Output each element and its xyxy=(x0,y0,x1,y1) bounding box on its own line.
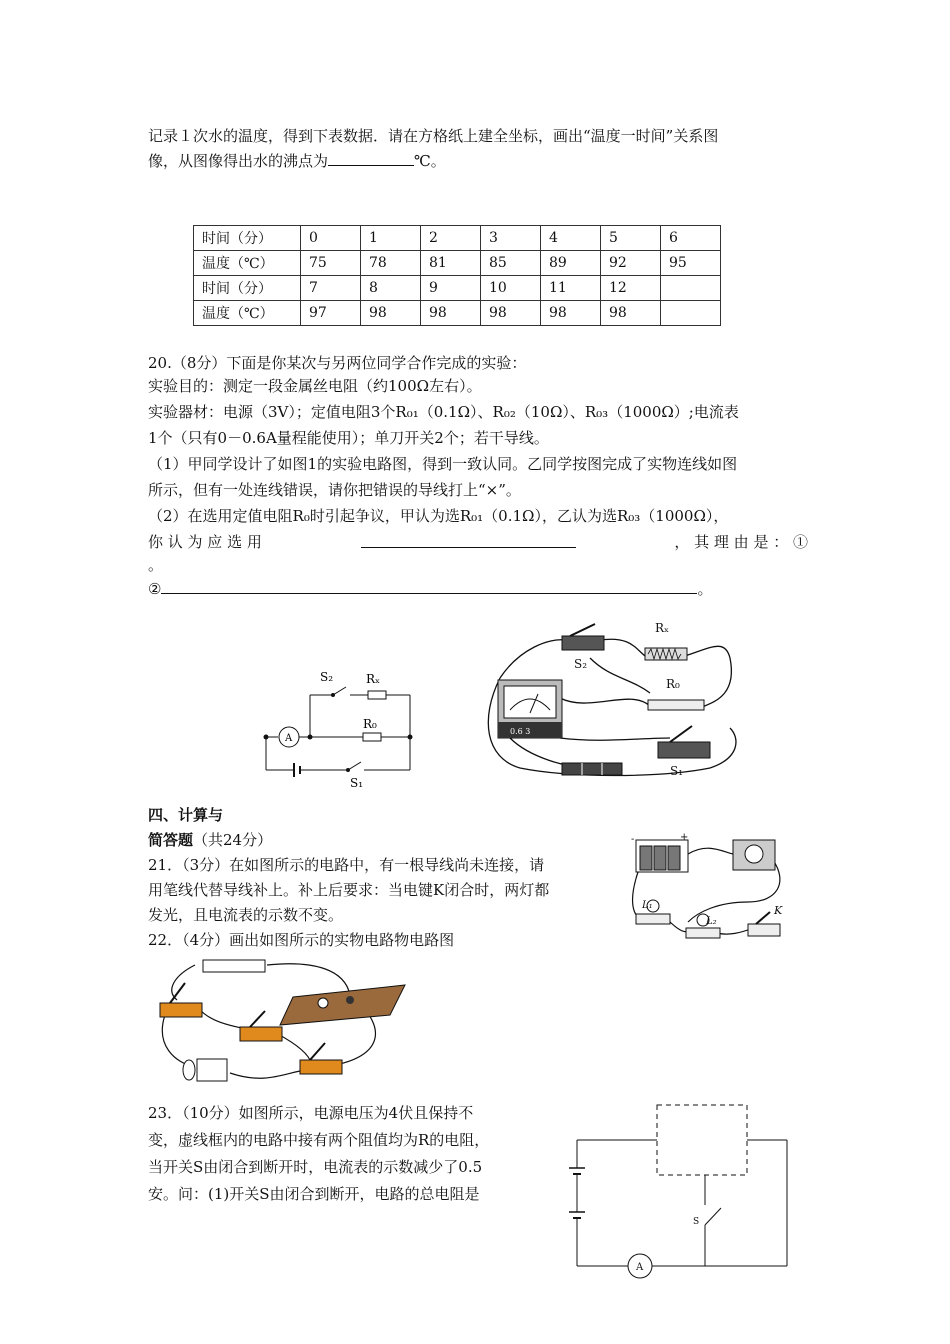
q20-line6: 所示，但有一处连线错误，请你把错误的导线打上“×”。 xyxy=(148,481,521,499)
table-cell: 7 xyxy=(301,276,361,301)
s1-switch-board xyxy=(658,726,710,758)
battery-pack xyxy=(562,763,622,775)
fig1-rx-label: Rₓ xyxy=(366,672,381,686)
figure22-physical-circuit xyxy=(155,955,410,1090)
switch-board-3 xyxy=(300,1043,342,1074)
table-cell: 2 xyxy=(421,226,481,251)
fig1-s2-label: S₂ xyxy=(320,670,334,684)
q20-line2: 实验目的：测定一段金属丝电阻（约100Ω左右）。 xyxy=(148,377,482,395)
table-cell: 3 xyxy=(481,226,541,251)
table-cell: 98 xyxy=(541,301,601,326)
row-header-cell: 温度（℃） xyxy=(194,301,301,326)
q20-line1: 20.（8分）下面是你某次与另两位同学合作完成的实验： xyxy=(148,354,527,372)
q22-text xyxy=(148,928,808,953)
table-cell: 98 xyxy=(481,301,541,326)
resistor-choice-blank[interactable] xyxy=(361,531,576,548)
r0-resistor xyxy=(363,733,381,741)
boiling-point-blank[interactable] xyxy=(328,149,414,166)
table-row xyxy=(194,276,721,301)
table-cell: 9 xyxy=(421,276,481,301)
fig1-r0-label: R₀ xyxy=(363,717,377,731)
motor-fan xyxy=(183,1059,227,1081)
fig21-minus-label: - xyxy=(631,834,635,845)
table-cell: 97 xyxy=(301,301,361,326)
q20-line7: （2）在选用定值电阻R₀时引起争议，甲认为选R₀₁（0.1Ω），乙认为选R₀₃（1000Ω）， xyxy=(148,507,729,525)
section4-points: （共24分） xyxy=(193,831,273,849)
fig21-l1-label: L₁ xyxy=(642,900,653,911)
q23-line4: 安。问：(1)开关S由闭合到断开，电路的总电阻是 xyxy=(148,1185,480,1203)
table-row xyxy=(194,251,721,276)
table-cell: 85 xyxy=(481,251,541,276)
rx-coil xyxy=(645,648,687,660)
ammeter-device xyxy=(498,680,562,738)
fig1-s1-label: S₁ xyxy=(350,776,364,790)
section4-title: 四、计算与 xyxy=(148,806,224,824)
s2-switch-board xyxy=(562,624,604,650)
table-cell: 95 xyxy=(661,251,721,276)
q23-line1: 23．（10分）如图所示，电源电压为4伏且保持不 xyxy=(148,1104,474,1122)
fig2-s1-label: S₁ xyxy=(670,764,684,778)
q20-line9: 。 xyxy=(148,556,164,574)
table-cell: 0 xyxy=(301,226,361,251)
table-cell: 81 xyxy=(421,251,481,276)
table-cell: 5 xyxy=(601,226,661,251)
table-cell: 12 xyxy=(601,276,661,301)
fig23-s-label: S xyxy=(693,1217,700,1227)
table-cell: 11 xyxy=(541,276,601,301)
fig2-s2-label: S₂ xyxy=(574,657,588,671)
q19-line2: 像，从图像得出水的沸点为 ℃。 xyxy=(148,149,808,174)
row-header-cell: 时间（分） xyxy=(194,226,301,251)
table-cell: 1 xyxy=(361,226,421,251)
table-cell: 92 xyxy=(601,251,661,276)
table-cell: 98 xyxy=(361,301,421,326)
battery-tube xyxy=(203,960,265,972)
table-cell: 98 xyxy=(421,301,481,326)
switch-board-2 xyxy=(240,1011,282,1041)
q20-text xyxy=(148,352,808,601)
table-cell: 4 xyxy=(541,226,601,251)
q23-line3: 当开关S由闭合到断开时，电流表的示数减少了0.5 xyxy=(148,1158,483,1176)
reason2-blank[interactable] xyxy=(161,577,697,594)
s1-switch-blade xyxy=(348,762,361,770)
rx-resistor xyxy=(368,691,386,699)
fig23-ammeter-label: A xyxy=(636,1262,644,1273)
dashed-box xyxy=(657,1105,747,1175)
table-cell: 8 xyxy=(361,276,421,301)
switch-board-1 xyxy=(160,983,202,1017)
q20-line4: 1个（只有0－0.6A量程能使用）；单刀开关2个；若干导线。 xyxy=(148,429,549,447)
table-cell: 75 xyxy=(301,251,361,276)
fig1-ammeter-label: A xyxy=(285,733,293,744)
figure23-circuit xyxy=(565,1100,805,1285)
table-row xyxy=(194,301,721,326)
q20-line3: 实验器材：电源（3V）；定值电阻3个R₀₁（0.1Ω）、R₀₂（10Ω）、R₀₃（1000Ω）;电流表 xyxy=(148,403,739,421)
r0-resistor-block xyxy=(648,700,704,710)
ammeter-device xyxy=(733,840,775,870)
q21-line2: 用笔线代替导线补上。补上后要求：当电键K闭合时，两灯都 xyxy=(148,881,550,899)
fig2-r0-label: R₀ xyxy=(666,677,680,691)
q22-line1: 22．（4分）画出如图所示的实物电路物电路图 xyxy=(148,931,455,949)
fig2-rx-label: Rₓ xyxy=(655,621,670,635)
table-cell xyxy=(661,276,721,301)
table-cell: 89 xyxy=(541,251,601,276)
meter-scale-label: 0.6 3 xyxy=(510,727,531,736)
fig21-k-label: K xyxy=(774,904,783,917)
table-cell xyxy=(661,301,721,326)
q20-line8: 你 认 为 应 选 用 ， 其 理 由 是 ： ① xyxy=(148,533,808,551)
fig21-plus-label: + xyxy=(680,832,689,843)
q19-text xyxy=(148,124,808,174)
q21-text xyxy=(148,853,618,928)
s2-switch-blade xyxy=(333,687,346,695)
q23-line2: 变，虚线框内的电路中接有两个阻值均为R的电阻， xyxy=(148,1131,490,1149)
figure1-schematic xyxy=(258,665,418,790)
q21-line3: 发光，且电流表的示数不变。 xyxy=(148,906,344,924)
temperature-table xyxy=(193,225,721,326)
table-row xyxy=(194,226,721,251)
battery-box xyxy=(636,840,688,872)
q20-line5: （1）甲同学设计了如图1的实验电路图，得到一致认同。乙同学按图完成了实物连线如图 xyxy=(148,455,738,473)
table-cell: 6 xyxy=(661,226,721,251)
table-cell: 78 xyxy=(361,251,421,276)
q19-line1: 记录１次水的温度，得到下表数据．请在方格纸上建全坐标，画出“温度一时间”关系图 xyxy=(148,127,719,145)
q20-line10: ② 。 xyxy=(148,577,808,601)
switch-s-blade xyxy=(705,1208,721,1225)
q23-text xyxy=(148,1100,548,1208)
fig21-l2-label: L₂ xyxy=(706,916,717,927)
figure2-wiring xyxy=(480,618,745,788)
q21-line1: 21．（3分）在如图所示的电路中，有一根导线尚未连接，请 xyxy=(148,856,545,874)
table-cell: 10 xyxy=(481,276,541,301)
section4-subtitle: 简答题 xyxy=(148,831,194,849)
lamp-holder-board xyxy=(280,985,405,1025)
row-header-cell: 时间（分） xyxy=(194,276,301,301)
table-cell: 98 xyxy=(601,301,661,326)
row-header-cell: 温度（℃） xyxy=(194,251,301,276)
